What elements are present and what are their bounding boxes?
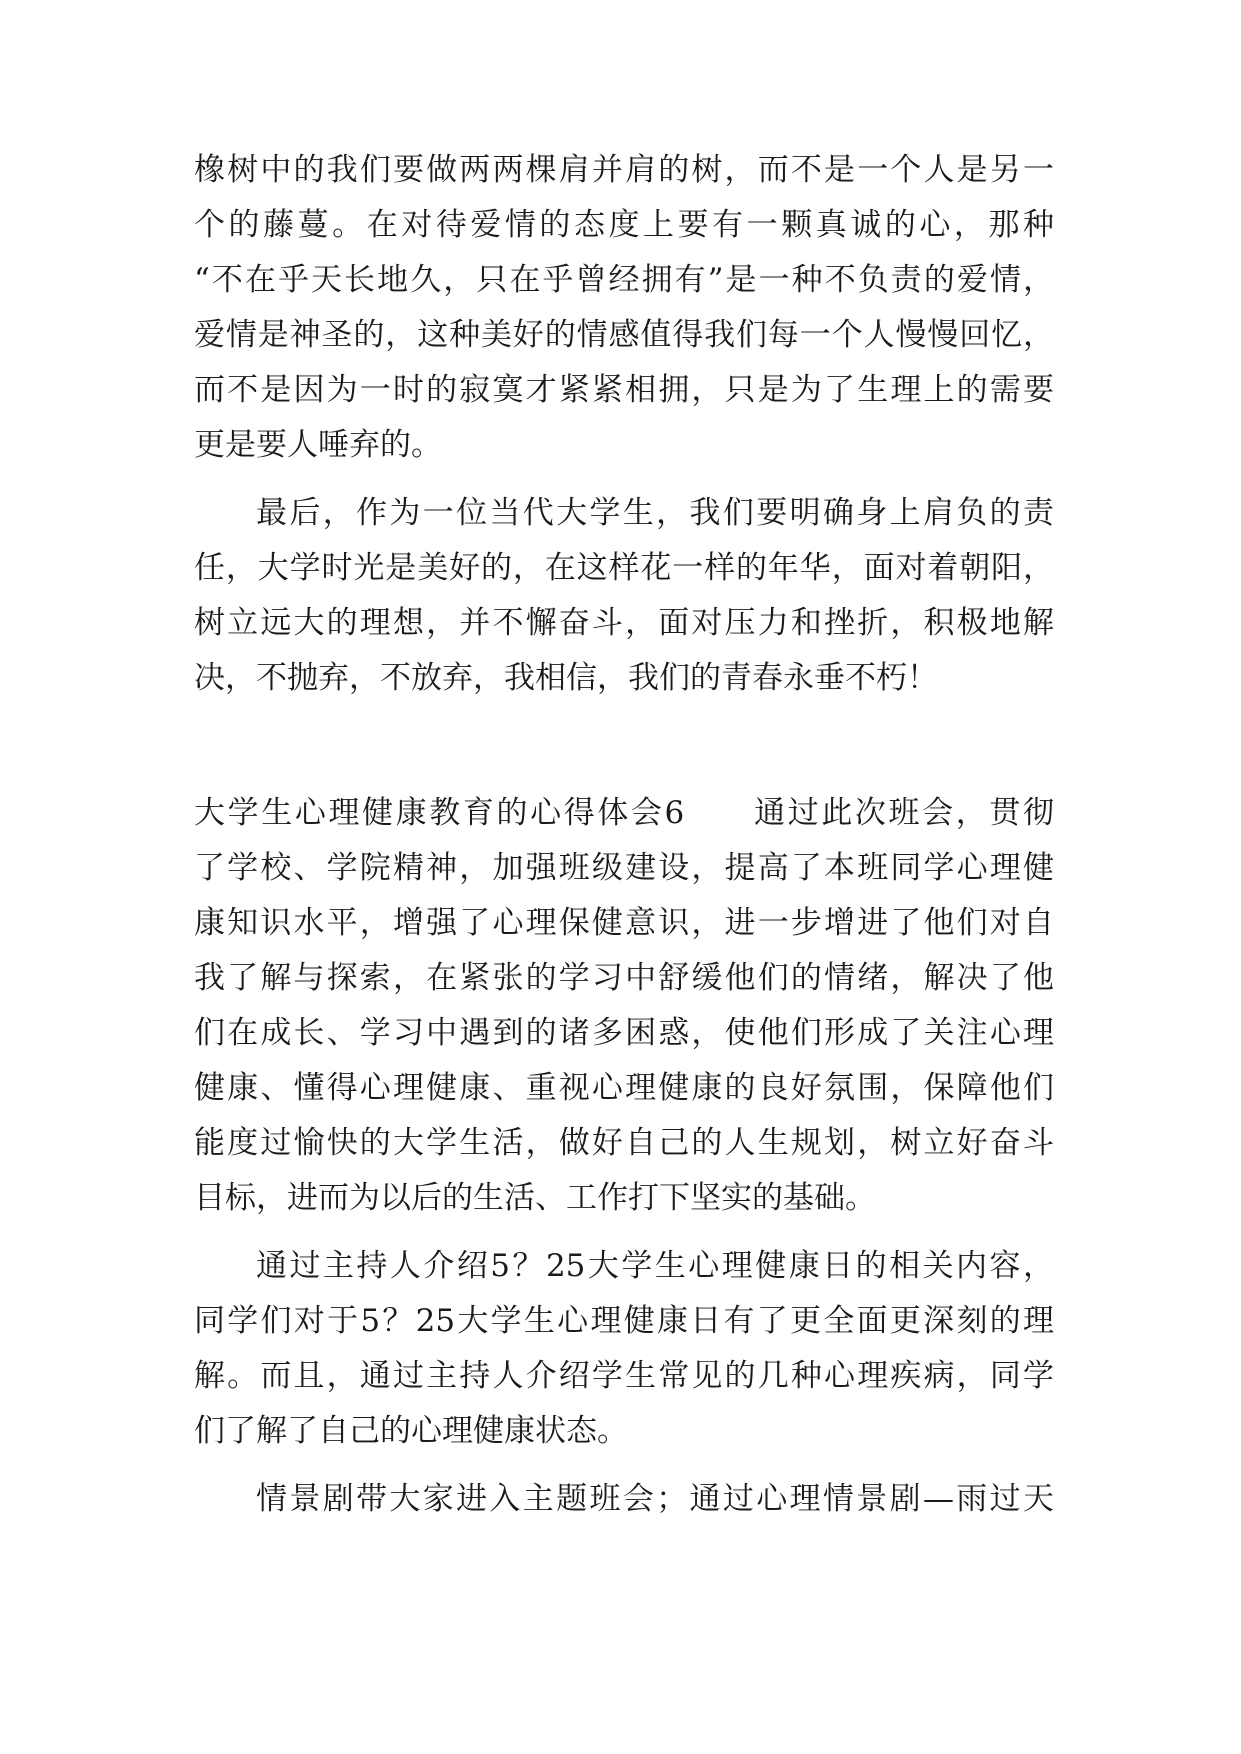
paragraph-first-line: 最后，作为一位当代大学生，我们要明确身上肩负的责	[256, 495, 1054, 531]
text-line: 能度过愉快的大学生活，做好自己的人生规划，树立好奋斗	[194, 1125, 1054, 1161]
text-line: 我了解与探索，在紧张的学习中舒缓他们的情绪，解决了他	[194, 960, 1054, 996]
text-line: 任，大学时光是美好的，在这样花一样的年华，面对着朝阳，	[194, 550, 1054, 586]
paragraph-first-line: 通过主持人介绍5？25大学生心理健康日的相关内容，	[256, 1248, 1054, 1284]
text-line: 们在成长、学习中遇到的诸多困惑，使他们形成了关注心理	[194, 1015, 1054, 1051]
text-line: 健康、懂得心理健康、重视心理健康的良好氛围，保障他们	[194, 1070, 1054, 1106]
text-line: 决，不抛弃，不放弃，我相信，我们的青春永垂不朽！	[194, 660, 938, 696]
paragraph-first-line: 情景剧带大家进入主题班会；通过心理情景剧—雨过天	[256, 1481, 1054, 1517]
text-line: 康知识水平，增强了心理保健意识，进一步增进了他们对自	[194, 905, 1054, 941]
section-heading-line: 大学生心理健康教育的心得体会6 通过此次班会，贯彻	[194, 795, 1054, 831]
text-line: “不在乎天长地久，只在乎曾经拥有”是一种不负责的爱情，	[194, 262, 1054, 298]
text-line: 而不是因为一时的寂寞才紧紧相拥，只是为了生理上的需要	[194, 372, 1054, 408]
text-line: 树立远大的理想，并不懈奋斗，面对压力和挫折，积极地解	[194, 605, 1054, 641]
text-line: 目标，进而为以后的生活、工作打下坚实的基础。	[194, 1180, 876, 1216]
text-line: 同学们对于5？25大学生心理健康日有了更全面更深刻的理	[194, 1303, 1054, 1339]
text-line: 解。而且，通过主持人介绍学生常见的几种心理疾病，同学	[194, 1358, 1054, 1394]
text-line: 更是要人唾弃的。	[194, 427, 442, 463]
text-line: 橡树中的我们要做两两棵肩并肩的树，而不是一个人是另一	[194, 152, 1054, 188]
text-line: 个的藤蔓。在对待爱情的态度上要有一颗真诚的心，那种	[194, 207, 1054, 243]
text-line: 爱情是神圣的，这种美好的情感值得我们每一个人慢慢回忆，	[194, 317, 1054, 353]
text-line: 了学校、学院精神，加强班级建设，提高了本班同学心理健	[194, 850, 1054, 886]
text-line: 们了解了自己的心理健康状态。	[194, 1413, 628, 1449]
